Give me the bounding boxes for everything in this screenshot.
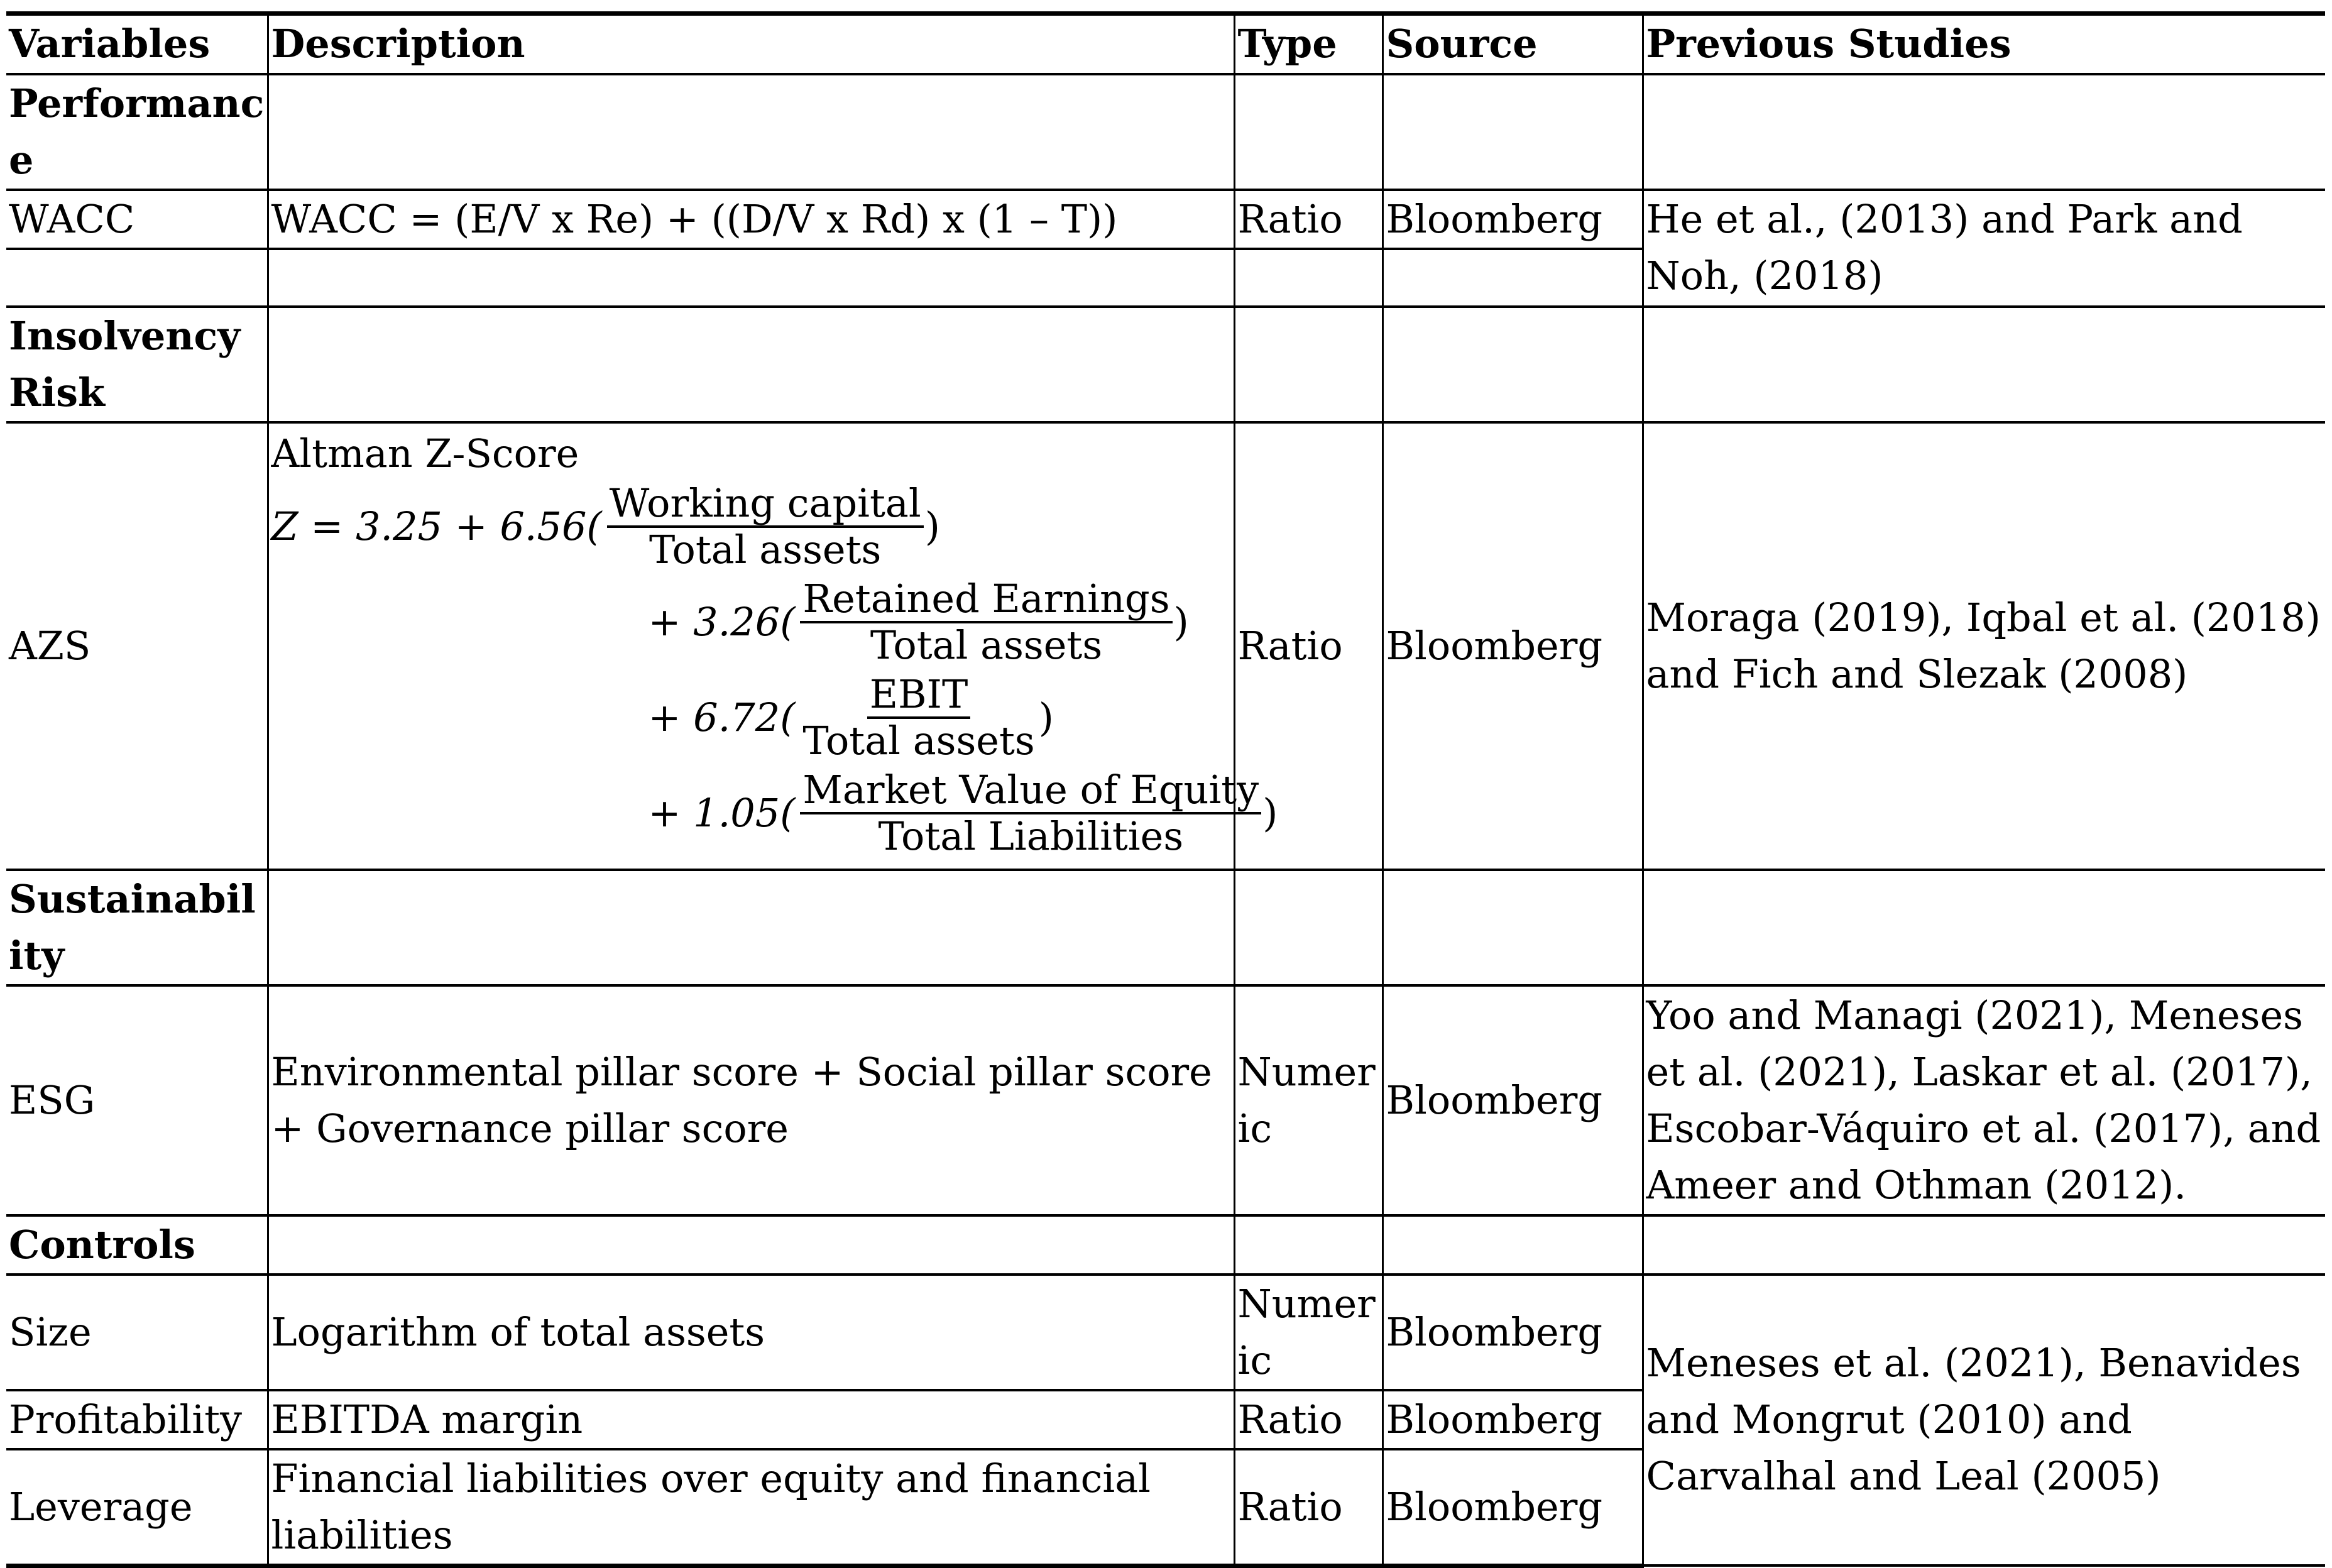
table-row-size bbox=[6, 1275, 2325, 1390]
fraction bbox=[800, 577, 1172, 667]
previous-studies: Moraga (2019), Iqbal et al. (2018) and Fich and Slezak (2008) bbox=[1643, 422, 2325, 870]
close-paren: ) bbox=[924, 503, 940, 549]
category-label: Performance bbox=[6, 74, 268, 190]
formula-term bbox=[271, 574, 1231, 670]
numerator: Working capital bbox=[607, 481, 924, 528]
variable-description: Environmental pillar score + Social pillar score + Governance pillar score bbox=[268, 985, 1234, 1215]
variable-source: Bloomberg bbox=[1382, 1275, 1643, 1390]
variable-type: Ratio bbox=[1234, 422, 1382, 870]
table-row-wacc bbox=[6, 190, 2325, 249]
category-row-performance bbox=[6, 74, 2325, 190]
previous-studies: Meneses et al. (2021), Benavides and Mongrut (2010) and Carvalhal and Leal (2005) bbox=[1643, 1275, 2325, 1566]
close-paren: ) bbox=[1262, 789, 1278, 836]
previous-studies: Yoo and Managi (2021), Meneses et al. (2021), Laskar et al. (2017), Escobar-Váquiro et al. (2017), and Ameer and Othman (2012). bbox=[1643, 985, 2325, 1215]
variable-name: WACC bbox=[6, 190, 268, 249]
header-previous-studies: Previous Studies bbox=[1643, 14, 2325, 74]
variable-source: Bloomberg bbox=[1382, 985, 1643, 1215]
header-source: Source bbox=[1382, 14, 1643, 74]
header-description: Description bbox=[268, 14, 1234, 74]
variable-source: Bloomberg bbox=[1382, 1390, 1643, 1449]
fraction bbox=[800, 768, 1261, 858]
header-row bbox=[6, 14, 2325, 74]
category-label: Insolvency Risk bbox=[6, 307, 268, 422]
close-paren: ) bbox=[1173, 598, 1189, 645]
fraction bbox=[607, 481, 924, 572]
header-type: Type bbox=[1234, 14, 1382, 74]
formula-term bbox=[271, 765, 1278, 861]
variable-description: WACC = (E/V x Re) + ((D/V x Rd) x (1 – T)) bbox=[268, 190, 1234, 249]
denominator: Total Liabilities bbox=[878, 813, 1184, 859]
variable-type: Numeric bbox=[1234, 1275, 1382, 1390]
term-prefix: + 1.05( bbox=[648, 789, 796, 836]
formula-title: Altman Z-Score bbox=[271, 430, 579, 476]
category-label: Controls bbox=[6, 1215, 268, 1275]
denominator: Total assets bbox=[870, 622, 1103, 668]
variable-type: Ratio bbox=[1234, 1390, 1382, 1449]
variable-source: Bloomberg bbox=[1382, 1449, 1643, 1566]
variable-source: Bloomberg bbox=[1382, 422, 1643, 870]
term-prefix: Z = 3.25 + 6.56( bbox=[271, 503, 602, 549]
variable-name: AZS bbox=[6, 422, 268, 870]
close-paren: ) bbox=[1038, 694, 1054, 740]
variable-type: Numeric bbox=[1234, 985, 1382, 1215]
numerator: EBIT bbox=[867, 672, 971, 719]
variable-description: EBITDA margin bbox=[268, 1390, 1234, 1449]
variable-name: Size bbox=[6, 1275, 268, 1390]
altman-z-score-formula bbox=[268, 422, 1278, 870]
fraction bbox=[800, 672, 1037, 763]
denominator: Total assets bbox=[649, 526, 882, 573]
numerator: Market Value of Equity bbox=[800, 768, 1261, 814]
variable-description: Financial liabilities over equity and financial liabilities bbox=[268, 1449, 1234, 1566]
variable-name: Leverage bbox=[6, 1449, 268, 1566]
category-row-insolvency-risk bbox=[6, 307, 2325, 422]
header-variables: Variables bbox=[6, 14, 268, 74]
variable-name: ESG bbox=[6, 985, 268, 1215]
previous-studies: He et al., (2013) and Park and Noh, (2018) bbox=[1643, 190, 2325, 307]
variable-name: Profitability bbox=[6, 1390, 268, 1449]
term-prefix: + 6.72( bbox=[648, 694, 796, 740]
variable-type: Ratio bbox=[1234, 1449, 1382, 1566]
variable-description: Logarithm of total assets bbox=[268, 1275, 1234, 1390]
variable-type: Ratio bbox=[1234, 190, 1382, 249]
table-row-esg bbox=[6, 985, 2325, 1215]
formula-term bbox=[271, 479, 1231, 574]
category-row-sustainability bbox=[6, 870, 2325, 985]
category-row-controls bbox=[6, 1215, 2325, 1275]
variables-table bbox=[6, 11, 2325, 1568]
term-prefix: + 3.26( bbox=[648, 598, 796, 645]
denominator: Total assets bbox=[802, 717, 1035, 764]
variable-source: Bloomberg bbox=[1382, 190, 1643, 249]
formula-term bbox=[271, 670, 1231, 765]
numerator: Retained Earnings bbox=[800, 577, 1172, 623]
table-row-azs bbox=[6, 422, 2325, 870]
category-label: Sustainability bbox=[6, 870, 268, 985]
